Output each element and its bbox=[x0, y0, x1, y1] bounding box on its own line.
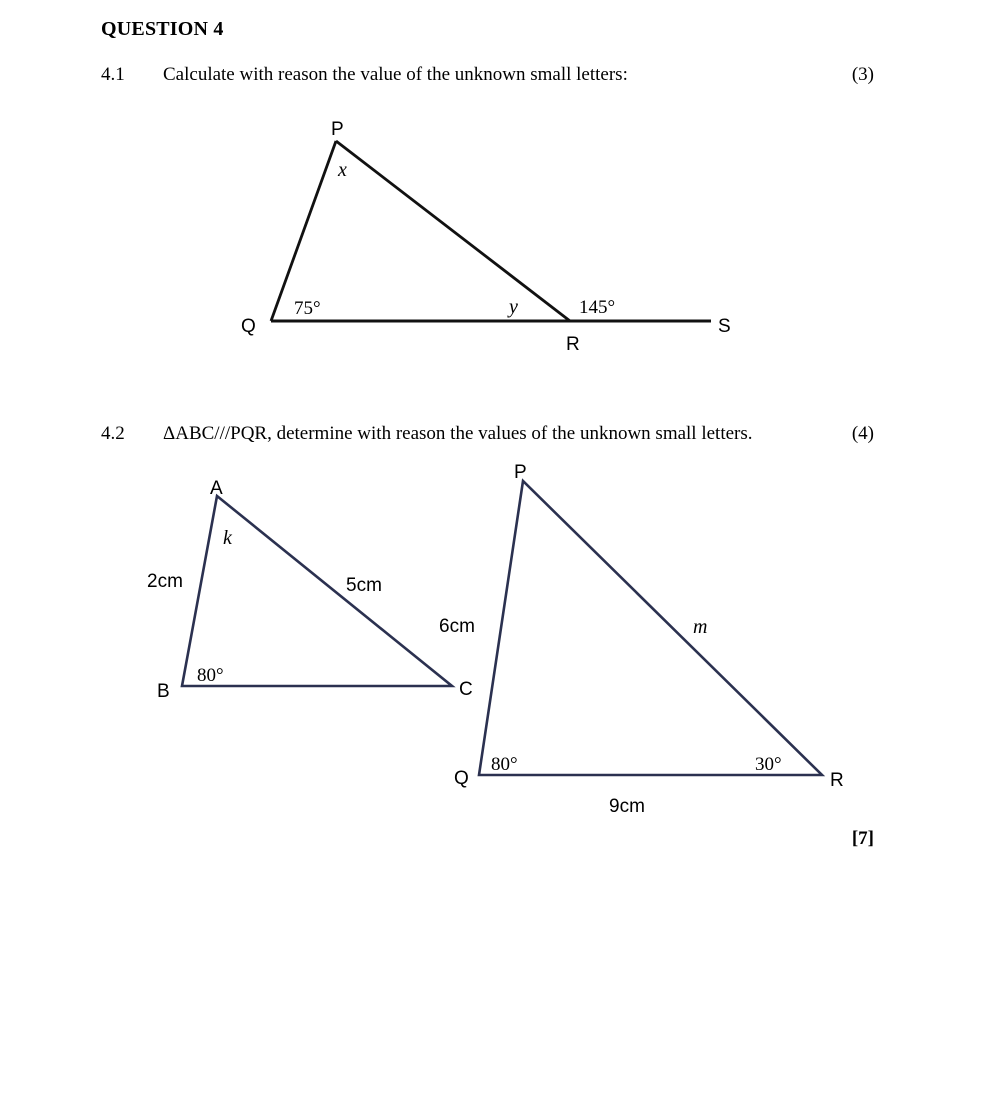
question-number: 4.2 bbox=[101, 423, 125, 444]
line-qp bbox=[271, 141, 336, 321]
total-marks: [7] bbox=[851, 828, 874, 849]
question-marks: (3) bbox=[851, 64, 874, 85]
vertex-label-b: B bbox=[157, 681, 170, 702]
vertex-label-c: C bbox=[459, 679, 473, 700]
angle-label-exterior-r: 145° bbox=[579, 297, 616, 318]
triangle-abc bbox=[182, 496, 452, 686]
figure-4-2-triangle-pqr bbox=[439, 462, 844, 817]
side-label-ac: 5cm bbox=[346, 575, 382, 596]
angle-label-q: 80° bbox=[491, 754, 518, 775]
side-label-ab: 2cm bbox=[147, 571, 183, 592]
vertex-label-r: R bbox=[566, 334, 580, 355]
vertex-label-r: R bbox=[830, 770, 844, 791]
vertex-label-p: P bbox=[514, 462, 527, 483]
question-marks: (4) bbox=[851, 423, 874, 444]
question-heading: QUESTION 4 bbox=[101, 18, 224, 40]
vertex-label-p: P bbox=[331, 119, 344, 140]
question-text: ΔABC///PQR, determine with reason the values of the unknown small letters. bbox=[163, 423, 753, 444]
angle-label-q: 75° bbox=[294, 298, 321, 319]
angle-label-k: k bbox=[223, 527, 232, 549]
angle-label-r: 30° bbox=[755, 754, 782, 775]
vertex-label-q: Q bbox=[454, 768, 469, 789]
figure-4-1-triangle-pqr bbox=[241, 119, 731, 355]
point-label-s: S bbox=[718, 316, 731, 337]
triangle-pqr bbox=[479, 481, 822, 775]
angle-label-y: y bbox=[509, 296, 518, 318]
side-label-pq: 6cm bbox=[439, 616, 475, 637]
question-number: 4.1 bbox=[101, 64, 125, 85]
question-text: Calculate with reason the value of the unknown small letters: bbox=[163, 64, 628, 85]
angle-label-b: 80° bbox=[197, 665, 224, 686]
side-label-qr: 9cm bbox=[609, 796, 645, 817]
side-label-m: m bbox=[693, 616, 708, 638]
angle-label-x: x bbox=[338, 159, 347, 181]
vertex-label-a: A bbox=[210, 478, 223, 499]
line-pr bbox=[336, 141, 570, 321]
figure-4-2-triangle-abc bbox=[147, 478, 473, 702]
vertex-label-q: Q bbox=[241, 316, 256, 337]
